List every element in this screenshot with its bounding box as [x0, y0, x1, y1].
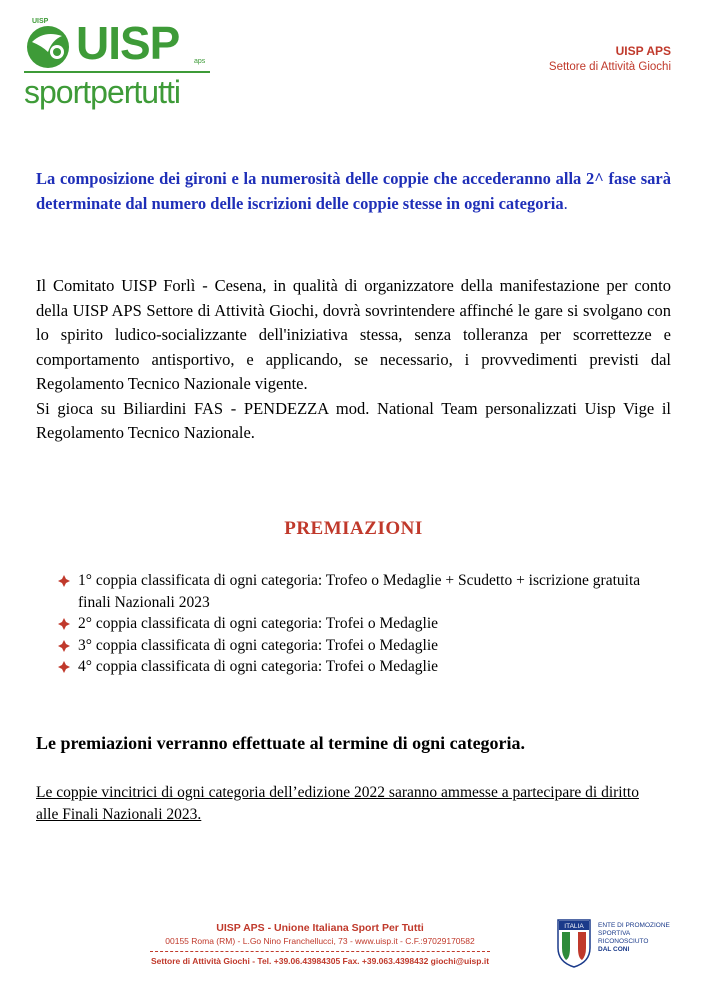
body-line-1: Il Comitato UISP Forlì - Cesena, in qualità di organizzatore della manifestazione per conto della UISP APS Settore di Attività Giochi, dovrà sovrintendere affinché le gare si svolgano con lo spirito ludico-socializzante dell'iniziativa stessa, senza tolleranza per scorrettezze e comportamento antisportivo, e applicando, se necessario, i provvedimenti previsti dal Regolamento Tecnico Nazionale vigente. [36, 276, 671, 393]
diamond-bullet-icon [58, 640, 70, 652]
uisp-logo [24, 18, 214, 114]
coni-line-4: DAL CONI [598, 946, 630, 953]
notice-text: Le coppie vincitrici di ogni categoria dell’edizione 2022 saranno ammesse a partecipare di diritto alle Finali Nazionali 2023. [36, 784, 639, 823]
diamond-bullet-icon [58, 618, 70, 630]
prize-item [58, 656, 658, 678]
prize-item [58, 570, 658, 613]
body-line-2: Si gioca su Biliardini FAS - PENDEZZA mod. National Team personalizzati Uisp Vige il Regolamento Tecnico Nazionale. [36, 398, 671, 442]
body-paragraph [36, 274, 671, 446]
prize-item [58, 635, 658, 657]
footer-org: UISP APS - Unione Italiana Sport Per Tutti [216, 922, 424, 934]
coni-text [598, 922, 670, 954]
logo-small-text: UISP [32, 18, 49, 25]
coni-line-3: RICONOSCIUTO [598, 938, 649, 945]
diamond-bullet-icon [58, 661, 70, 673]
uisp-emblem-icon [24, 22, 74, 70]
footer-divider [150, 951, 490, 952]
footer-address: 00155 Roma (RM) - L.Go Nino Franchellucci, 73 - www.uisp.it - C.F.:97029170582 [165, 936, 475, 946]
italia-label: ITALIA [564, 923, 584, 930]
prize-item-text: 1° coppia classificata di ogni categoria: Trofeo o Medaglie + Scudetto + iscrizione gratuita finali Nazionali 2023 [78, 572, 641, 611]
coni-badge [556, 918, 676, 970]
premiazioni-title: PREMIAZIONI [284, 518, 423, 539]
italia-shield-icon [556, 918, 592, 968]
logo-aps: aps [194, 58, 206, 65]
intro-end: . [563, 193, 568, 213]
intro-paragraph [36, 167, 671, 216]
prize-item-text: 2° coppia classificata di ogni categoria: Trofei o Medaglie [78, 615, 439, 632]
intro-text: La composizione dei gironi e la numerosità delle coppie che accederanno alla 2^ fase sarà determinate dal numero delle iscrizioni delle coppie stesse in ogni categoria [36, 169, 671, 213]
coni-line-2: SPORTIVA [598, 930, 631, 937]
header-org: UISP APS [615, 44, 671, 58]
prize-item-text: 3° coppia classificata di ogni categoria: Trofei o Medaglie [78, 636, 439, 654]
prize-item-text: 4° coppia classificata di ogni categoria: Trofei o Medaglie [78, 658, 439, 675]
logo-tagline: sportpertutti [24, 74, 180, 110]
coni-line-1: ENTE DI PROMOZIONE [598, 922, 670, 929]
footer-contact: Settore di Attività Giochi - Tel. +39.06.43984305 Fax. +39.063.4398432 giochi@uisp.it [150, 956, 490, 966]
header-sector: Settore di Attività Giochi [548, 61, 671, 73]
logo-divider [24, 71, 210, 73]
prize-list [58, 570, 658, 678]
closing-statement: Le premiazioni verranno effettuate al termine di ogni categoria. [36, 733, 526, 753]
logo-brand: UISP [76, 17, 180, 69]
diamond-bullet-icon [58, 575, 70, 587]
prize-item [58, 613, 658, 635]
